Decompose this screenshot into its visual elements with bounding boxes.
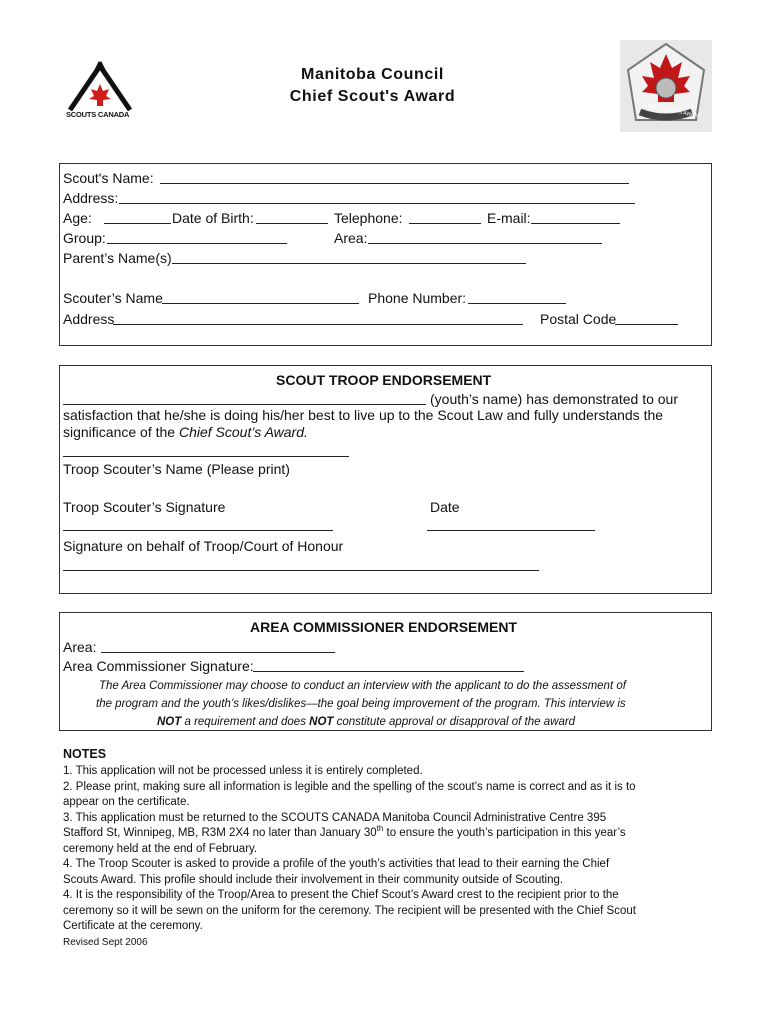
scout-name-label: Scout's Name: xyxy=(63,170,154,186)
area-comm-area-field[interactable] xyxy=(101,652,335,653)
group-label: Group: xyxy=(63,230,106,246)
badge-text: CHIEF SCOUT'S AWARD xyxy=(644,102,702,120)
revised-date: Revised Sept 2006 xyxy=(63,937,148,948)
phone-number-field[interactable] xyxy=(468,303,566,304)
address-field[interactable] xyxy=(119,203,635,204)
note-4a: 4. The Troop Scouter is asked to provide a profile of the youth’s activities that lead to their earning the Chief xyxy=(63,858,610,870)
postal-code-label: Postal Code xyxy=(540,311,617,327)
date-field[interactable] xyxy=(427,530,595,531)
note3-mid: a requirement and does xyxy=(181,716,310,728)
signature-behalf-field[interactable] xyxy=(63,570,539,571)
note-3b-post: to ensure the youth’s participation in this year’s xyxy=(383,827,626,839)
phone-number-label: Phone Number: xyxy=(368,290,467,306)
note-2a: 2. Please print, making sure all information is legible and the spelling of the scout’s name is correct and as it is to xyxy=(63,781,636,793)
logo-text: SCOUTS CANADA xyxy=(66,110,130,119)
scouts-canada-logo xyxy=(66,60,136,122)
email-field[interactable] xyxy=(531,223,620,224)
troop-text-line3-italic: Chief Scout’s Award. xyxy=(178,424,308,440)
dob-label: Date of Birth: xyxy=(172,210,254,226)
note-3a: 3. This application must be returned to the SCOUTS CANADA Manitoba Council Administrative Centre 395 xyxy=(63,812,607,824)
area-comm-note-line1: The Area Commissioner may choose to conduct an interview with the applicant to do the assessment of xyxy=(99,680,626,692)
not-emphasis-1: NOT xyxy=(157,716,182,728)
scouter-address-field[interactable] xyxy=(113,324,523,325)
note-3b xyxy=(63,826,626,842)
scouter-address-label: Address xyxy=(63,311,115,327)
troop-scouter-name-label: Troop Scouter’s Name (Please print) xyxy=(63,461,290,477)
dob-field[interactable] xyxy=(256,223,328,224)
area-field[interactable] xyxy=(368,243,602,244)
telephone-label: Telephone: xyxy=(334,210,403,226)
page-title-line1: Manitoba Council xyxy=(301,66,444,83)
age-field[interactable] xyxy=(104,223,171,224)
troop-text-line3 xyxy=(63,423,308,441)
date-label: Date xyxy=(430,499,460,515)
telephone-field[interactable] xyxy=(409,223,481,224)
area-comm-signature-label: Area Commissioner Signature: xyxy=(63,658,254,674)
area-comm-note-line2: the program and the youth’s likes/dislikes—the goal being improvement of the program. This interview is xyxy=(96,698,626,710)
area-comm-note-line3 xyxy=(157,713,575,731)
area-label: Area: xyxy=(334,230,368,246)
parents-name-field[interactable] xyxy=(172,263,526,264)
area-comm-signature-field[interactable] xyxy=(253,671,524,672)
email-label: E-mail: xyxy=(487,210,531,226)
group-field[interactable] xyxy=(107,243,287,244)
youth-name-field[interactable] xyxy=(63,404,426,405)
note-1: 1. This application will not be processed unless it is entirely completed. xyxy=(63,765,423,777)
troop-scouter-signature-field[interactable] xyxy=(63,530,333,531)
scouter-name-field[interactable] xyxy=(162,303,359,304)
note-5a: 4. It is the responsibility of the Troop/Area to present the Chief Scout’s Award crest to the recipient prior to the xyxy=(63,889,619,901)
troop-heading: SCOUT TROOP ENDORSEMENT xyxy=(276,372,492,388)
age-label: Age: xyxy=(63,210,92,226)
note-5b: ceremony so it will be sewn on the uniform for the ceremony. The recipient will be presented with the Chief Scout xyxy=(63,905,636,917)
note-3c: ceremony held at the end of February. xyxy=(63,843,258,855)
troop-scouter-signature-label: Troop Scouter’s Signature xyxy=(63,499,226,515)
note-3b-pre: Stafford St, Winnipeg, MB, R3M 2X4 no later than January 30 xyxy=(63,827,377,839)
note-5c: Certificate at the ceremony. xyxy=(63,920,203,932)
scout-name-field[interactable] xyxy=(160,183,629,184)
troop-scouter-name-field[interactable] xyxy=(63,456,349,457)
signature-behalf-label: Signature on behalf of Troop/Court of Honour xyxy=(63,538,344,554)
parents-name-label: Parent’s Name(s) xyxy=(63,250,172,266)
note3-end: constitute approval or disapproval of the award xyxy=(333,716,576,728)
address-label: Address: xyxy=(63,190,119,206)
note-3b-sup: th xyxy=(376,824,384,834)
page-title-line2: Chief Scout's Award xyxy=(289,88,456,105)
youth-name-text: (youth’s name) has demonstrated to our xyxy=(430,391,678,407)
scouter-name-label: Scouter’s Name xyxy=(63,290,163,306)
troop-text-line3-prefix: significance of the xyxy=(63,424,179,440)
chief-scout-badge xyxy=(620,40,712,132)
note-4b: Scouts Award. This profile should include their involvement in their community outside of Scouting. xyxy=(63,874,564,886)
area-comm-area-label: Area: xyxy=(63,639,97,655)
area-commissioner-heading: AREA COMMISSIONER ENDORSEMENT xyxy=(250,619,518,635)
note-2b: appear on the certificate. xyxy=(63,796,190,808)
not-emphasis-2: NOT xyxy=(309,716,334,728)
troop-text-line2: satisfaction that he/she is doing his/her best to live up to the Scout Law and fully understands the xyxy=(63,407,664,423)
postal-code-field[interactable] xyxy=(615,324,678,325)
notes-heading: NOTES xyxy=(63,747,107,761)
